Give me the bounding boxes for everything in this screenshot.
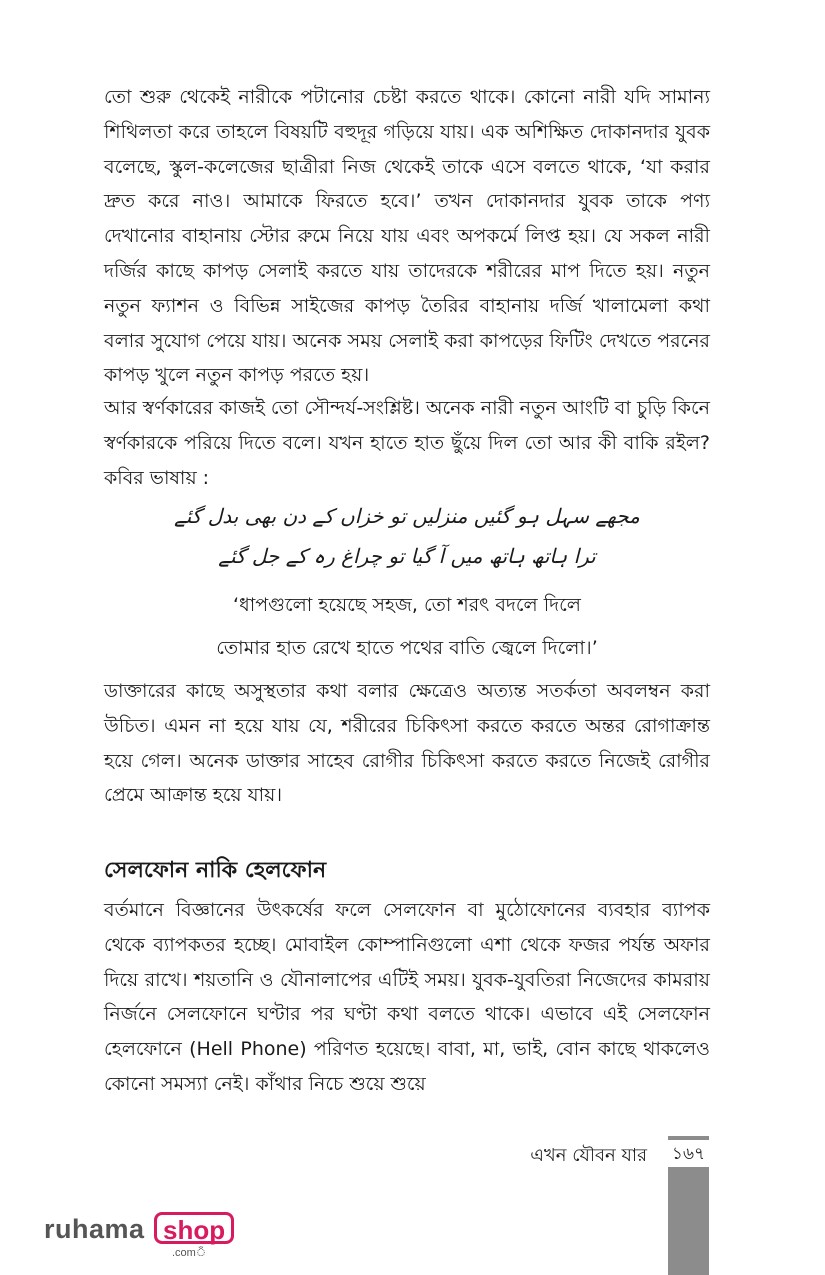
bangla-translation-line-2: তোমার হাত রেখে হাতে পথের বাতি জ্বেলে দিলো।’ <box>216 637 598 659</box>
page-number-tab <box>668 1136 709 1275</box>
bangla-translation <box>104 584 710 670</box>
paragraph-4-text: বর্তমানে বিজ্ঞানের উৎকর্ষের ফলে সেলফোন বা মুঠোফোনের ব্যবহার ব্যাপক থেকে ব্যাপকতর হচ্ছে। মোবাইল কোম্পানিগুলো এশা থেকে ফজর পর্যন্ত অফার দিয়ে রাখে। শয়তানি ও যৌনালাপের এটিই সময়। যুবক-যুবতিরা নিজেদের কামরায় নির্জনে সেলফোনে ঘণ্টার পর ঘণ্টা কথা বলতে থাকে। এভাবে এই সেলফোন হেলফোনে (Hell Phone) পরিণত হয়েছে। বাবা, মা, ভাই, বোন কাছে থাকলেও কোনো সমস্যা নেই। কাঁথার নিচে শুয়ে শুয়ে <box>104 899 710 1095</box>
page-number-box <box>668 1136 709 1167</box>
ruhamashop-logo <box>44 1212 234 1259</box>
page-number: ১৬৭ <box>671 1144 706 1164</box>
section-heading: সেলফোন নাকি হেলফোন <box>104 858 327 883</box>
paragraph-3 <box>104 674 710 813</box>
urdu-couplet <box>104 496 710 576</box>
paragraph-3-text: ডাক্তারের কাছে অসুস্থতার কথা বলার ক্ষেত্রেও অত্যন্ত সতর্কতা অবলম্বন করা উচিত। এমন না হয়ে যায় যে, শরীরের চিকিৎসা করতে করতে অন্তর রোগাক্রান্ত হয়ে গেল। অনেক ডাক্তার সাহেব রোগীর চিকিৎসা করতে করতে নিজেই রোগীর প্রেমে আক্রান্ত হয়ে যায়। <box>104 680 710 807</box>
paragraph-2 <box>104 391 710 495</box>
logo-text-domain: .comঁ <box>172 1247 207 1259</box>
running-footer-title: এখন যৌবন যার <box>530 1145 647 1166</box>
paragraph-4 <box>104 893 710 1102</box>
paragraph-1 <box>104 80 710 393</box>
paragraph-2-text: আর স্বর্ণকারের কাজই তো সৌন্দর্য-সংশ্লিষ্ট। অনেক নারী নতুন আংটি বা চুড়ি কিনে স্বর্ণকারকে পরিয়ে দিতে বলে। যখন হাতে হাত ছুঁয়ে দিল তো আর কী বাকি রইল? কবির ভাষায় : <box>104 397 710 489</box>
logo-text-ruhama: ruhama <box>44 1214 145 1244</box>
bangla-translation-line-1: ‘ধাপগুলো হয়েছে সহজ, তো শরৎ বদলে দিলে <box>233 594 581 616</box>
urdu-couplet-line-2: ترا ہاتھ ہاتھ میں آ گیا تو چراغ رہ کے جل گئے <box>218 544 596 568</box>
logo-text-shop: shop <box>154 1212 234 1244</box>
paragraph-1-text: তো শুরু থেকেই নারীকে পটানোর চেষ্টা করতে থাকে। কোনো নারী যদি সামান্য শিথিলতা করে তাহলে বিষয়টি বহুদূর গড়িয়ে যায়। এক অশিক্ষিত দোকানদার যুবক বলেছে, স্কুল-কলেজের ছাত্রীরা নিজ থেকেই তাকে এসে বলতে থাকে, ‘যা করার দ্রুত করে নাও। আমাকে ফিরতে হবে।’ তখন দোকানদার যুবক তাকে পণ্য দেখানোর বাহানায় স্টোর রুমে নিয়ে যায় এবং অপকর্মে লিপ্ত হয়। যে সকল নারী দর্জির কাছে কাপড় সেলাই করতে যায় তাদেরকে শরীরের মাপ দিতে হয়। নতুন নতুন ফ্যাশন ও বিভিন্ন সাইজের কাপড় তৈরির বাহানায় দর্জি খালামেলা কথা বলার সুযোগ পেয়ে যায়। অনেক সময় সেলাই করা কাপড়ের ফিটিং দেখতে পরনের কাপড় খুলে নতুন কাপড় পরতে হয়। <box>104 86 710 387</box>
urdu-couplet-line-1: مجھے سہل ہو گئیں منزلیں تو خزاں کے دن بھی بدل گئے <box>174 504 640 528</box>
